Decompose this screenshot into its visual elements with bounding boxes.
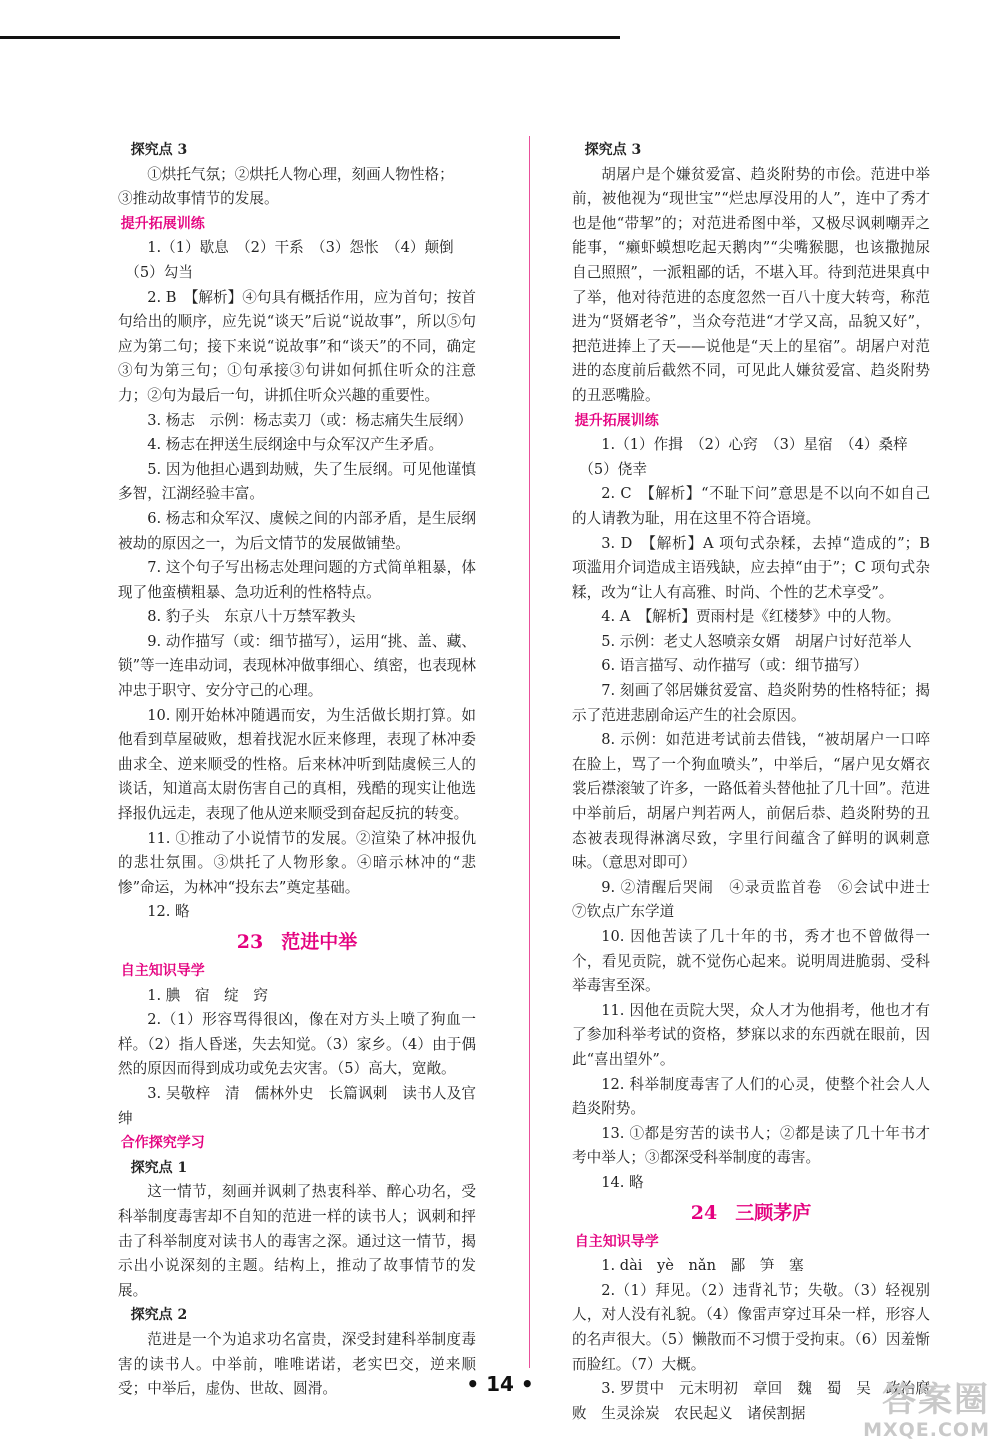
- answer-paragraph: 12. 科举制度毒害了人们的心灵，使整个社会人人趋炎附势。: [572, 1075, 930, 1118]
- answer-paragraph: 5. 示例：老丈人怒喷亲女婿 胡屠户讨好范举人: [601, 632, 912, 650]
- section-heading: 探究点 2: [130, 1307, 188, 1324]
- watermark-text: 答案圈: [882, 1380, 990, 1420]
- answer-paragraph: 13. ①都是穷苦的读书人；②都是读了几十年书才考中举人；③都深受科举制度的毒害。: [572, 1124, 930, 1167]
- section-heading: 探究点 3: [130, 142, 188, 158]
- answer-paragraph: 1.（1）作揖 （2）心窍 （3）星宿 （4）桑梓: [601, 436, 908, 454]
- subsection-heading: 自主知识导学: [120, 963, 205, 979]
- answer-paragraph: 14. 略: [601, 1173, 644, 1191]
- answer-paragraph: ①烘托气氛；②烘托人物心理，刻画人物性格；: [147, 165, 454, 183]
- page-number: • 14 •: [466, 1372, 534, 1396]
- answer-paragraph: 10. 因他苦读了几十年的书，秀才也不曾做得一个，看见贡院，就不觉伤心起来。说明周进脆弱、受科举毒害至深。: [572, 928, 930, 995]
- answer-paragraph: 2. B 【解析】④句具有概括作用，应为首句；按首句给出的顺序，应先说“谈天”后说“说故事”，所以⑤句应为第二句；接下来说“说故事”和“谈天”的不同，确定③句为第三句；①句承接③句讲如何抓住听众的注意力；②句为最后一句，讲抓住听众兴趣的重要性。: [118, 288, 476, 404]
- subsection-heading: 提升拓展训练: [120, 215, 205, 232]
- answer-paragraph: 2.（1）形容骂得很凶，像在对方头上喷了狗血一样。（2）指人昏迷，失去知觉。（3）家乡。（4）由于偶然的原因而得到成功或免去灾害。（5）高大，宽敞。: [118, 1011, 476, 1078]
- subsection-heading: 自主知识导学: [574, 1233, 659, 1250]
- watermark-url: MXQE.COM: [863, 1419, 990, 1441]
- answer-paragraph: 3. 杨志 示例：杨志卖刀（或：杨志痛失生辰纲）: [147, 411, 473, 429]
- lesson-number: 24: [690, 1201, 718, 1224]
- answer-paragraph: 胡屠户是个嫌贫爱富、趋炎附势的市侩。范进中举前，被他视为“现世宝”“烂忠厚没用的人”，连中了秀才也是他“带挈”的；对范进希图中举，又极尽讽刺嘲弄之能事，“癞虾蟆想吃起天鹅肉”“尖嘴猴腮，也该撒抛尿自己照照”，一派粗鄙的话，不堪入耳。待到范进果真中了举，他对待范进的态度忽然一百八十度大转弯，称范进为“贤婿老爷”，当众夸范进“才学又高，品貌又好”，把范进捧上了天——说他是“天上的星宿”。胡屠户对范进的态度前后截然不同，可见此人嫌贫爱富、趋炎附势的丑恶嘴脸。: [572, 165, 930, 404]
- answer-continuation: （5）勾当: [118, 263, 193, 281]
- subsection-heading: 提升拓展训练: [574, 412, 659, 429]
- lesson-name: 范进中举: [281, 931, 358, 953]
- answer-paragraph: 1.（1）歇息 （2）干系 （3）怨怅 （4）颠倒: [147, 239, 454, 257]
- answer-paragraph: 1. 腆 宿 绽 窍: [147, 986, 268, 1004]
- lesson-title: [118, 925, 476, 959]
- answer-paragraph: 11. 因他在贡院大哭，众人才为他捐考，他也才有了参加科举考试的资格，梦寐以求的东西就在眼前，因此“喜出望外”。: [572, 1001, 930, 1068]
- answer-paragraph: 9. 动作描写（或：细节描写），运用“挑、盖、藏、锁”等一连串动词，表现林冲做事细心、缜密，也表现林冲忠于职守、安分守己的心理。: [118, 632, 476, 700]
- column-divider: [529, 136, 530, 1368]
- answer-paragraph: 8. 示例：如范进考试前去借钱，“被胡屠户一口啐在脸上，骂了一个狗血喷头”，中举后，“屠户见女婿衣裳后襟滚皱了许多，一路低着头替他扯了几十回”。范进中举前后，胡屠户判若两人，前倨后恭、趋炎附势的丑态被表现得淋漓尽致，字里行间蕴含了鲜明的讽刺意味。（意思对即可）: [572, 731, 930, 872]
- answer-paragraph: 范进是一个为追求功名富贵，深受封建科举制度毒害的读书人。中举前，唯唯诺诺，老实巴交，逆来顺受；中举后，虚伪、世故、圆滑。: [118, 1330, 476, 1398]
- answer-continuation: ③推动故事情节的发展。: [118, 190, 279, 208]
- answer-paragraph: 5. 因为他担心遇到劫贼，失了生辰纲。可见他谨慎多智，江湖经验丰富。: [118, 460, 476, 503]
- answer-paragraph: 7. 这个句子写出杨志处理问题的方式简单粗暴，体现了他蛮横粗暴、急功近利的性格特点。: [118, 559, 476, 601]
- subsection-heading: 合作探究学习: [120, 1135, 205, 1152]
- lesson-title: [572, 1196, 930, 1230]
- answer-paragraph: 6. 语言描写、动作描写（或：细节描写）: [601, 657, 868, 675]
- answer-paragraph: 8. 豹子头 东京八十万禁军教头: [147, 608, 356, 626]
- lesson-number: 23: [236, 931, 264, 953]
- answer-paragraph: 3. 吴敬梓 清 儒林外史 长篇讽刺 读书人及官绅: [118, 1084, 476, 1127]
- section-heading: 探究点 1: [130, 1159, 188, 1176]
- answer-paragraph: 11. ①推动了小说情节的发展。②渲染了林冲报仇的悲壮氛围。③烘托了人物形象。④暗示林冲的“悲惨”命运，为林冲“投东去”奠定基础。: [118, 829, 476, 896]
- answer-paragraph: 10. 刚开始林冲随遇而安，为生活做长期打算。如他看到草屋破败，想着找泥水匠来修理，表现了林冲委曲求全、逆来顺受的性格。后来林冲听到陆虞候三人的谈话，知道高太尉伤害自己的真相，残酷的现实让他选择报仇远走，表现了他从逆来顺受到奋起反抗的转变。: [118, 706, 476, 823]
- lesson-name: 三顾茅庐: [735, 1201, 812, 1224]
- answer-paragraph: 这一情节，刻画并讽刺了热衷科举、醉心功名，受科举制度毒害却不自知的范进一样的读书人；讽刺和抨击了科举制度对读书人的毒害之深。通过这一情节，揭示出小说深刻的主题。结构上，推动了故事情节的发展。: [118, 1183, 476, 1299]
- answer-continuation: （5）侥幸: [572, 460, 647, 478]
- answer-paragraph: 3. D 【解析】A 项句式杂糅，去掉“造成的”；B 项滥用介词造成主语残缺，应去掉“由于”；C 项句式杂糅，改为“让人有高雅、时尚、个性的艺术享受”。: [572, 534, 930, 601]
- top-rule: [0, 36, 620, 39]
- section-heading: 探究点 3: [584, 142, 642, 158]
- answer-paragraph: 6. 杨志和众军汉、虞候之间的内部矛盾，是生辰纲被劫的原因之一，为后文情节的发展做铺垫。: [118, 509, 476, 552]
- answer-paragraph: 4. 杨志在押送生辰纲途中与众军汉产生矛盾。: [147, 436, 444, 454]
- answer-paragraph: 2. C 【解析】“不耻下问”意思是不以向不如自己的人请教为耻，用在这里不符合语境。: [572, 485, 930, 527]
- watermark-logo: [822, 1376, 990, 1446]
- answer-paragraph: 1. dài yè nǎn 鄙 笋 塞: [601, 1257, 804, 1275]
- answer-paragraph: 2.（1）拜见。（2）违背礼节；失敬。（3）轻视别人，对人没有礼貌。（4）像雷声穿过耳朵一样，形容人的名声很大。（5）懒散而不习惯于受拘束。（6）因羞惭而脸红。（7）大概。: [572, 1281, 930, 1373]
- answer-paragraph: 7. 刻画了邻居嫌贫爱富、趋炎附势的性格特征；揭示了范进悲剧命运产生的社会原因。: [572, 682, 930, 724]
- answer-paragraph: 12. 略: [147, 903, 190, 921]
- answer-paragraph: 9. ②清醒后哭闹 ④录贡监首卷 ⑥会试中进士 ⑦钦点广东学道: [572, 878, 945, 921]
- answer-paragraph: 4. A 【解析】贾雨村是《红楼梦》中的人物。: [601, 608, 901, 626]
- left-column: [118, 138, 476, 1402]
- answer-paragraph: 3. 罗贯中 元末明初 章回 魏 蜀 吴 政治腐败 生灵涂炭 农民起义 诸侯割据: [572, 1380, 930, 1422]
